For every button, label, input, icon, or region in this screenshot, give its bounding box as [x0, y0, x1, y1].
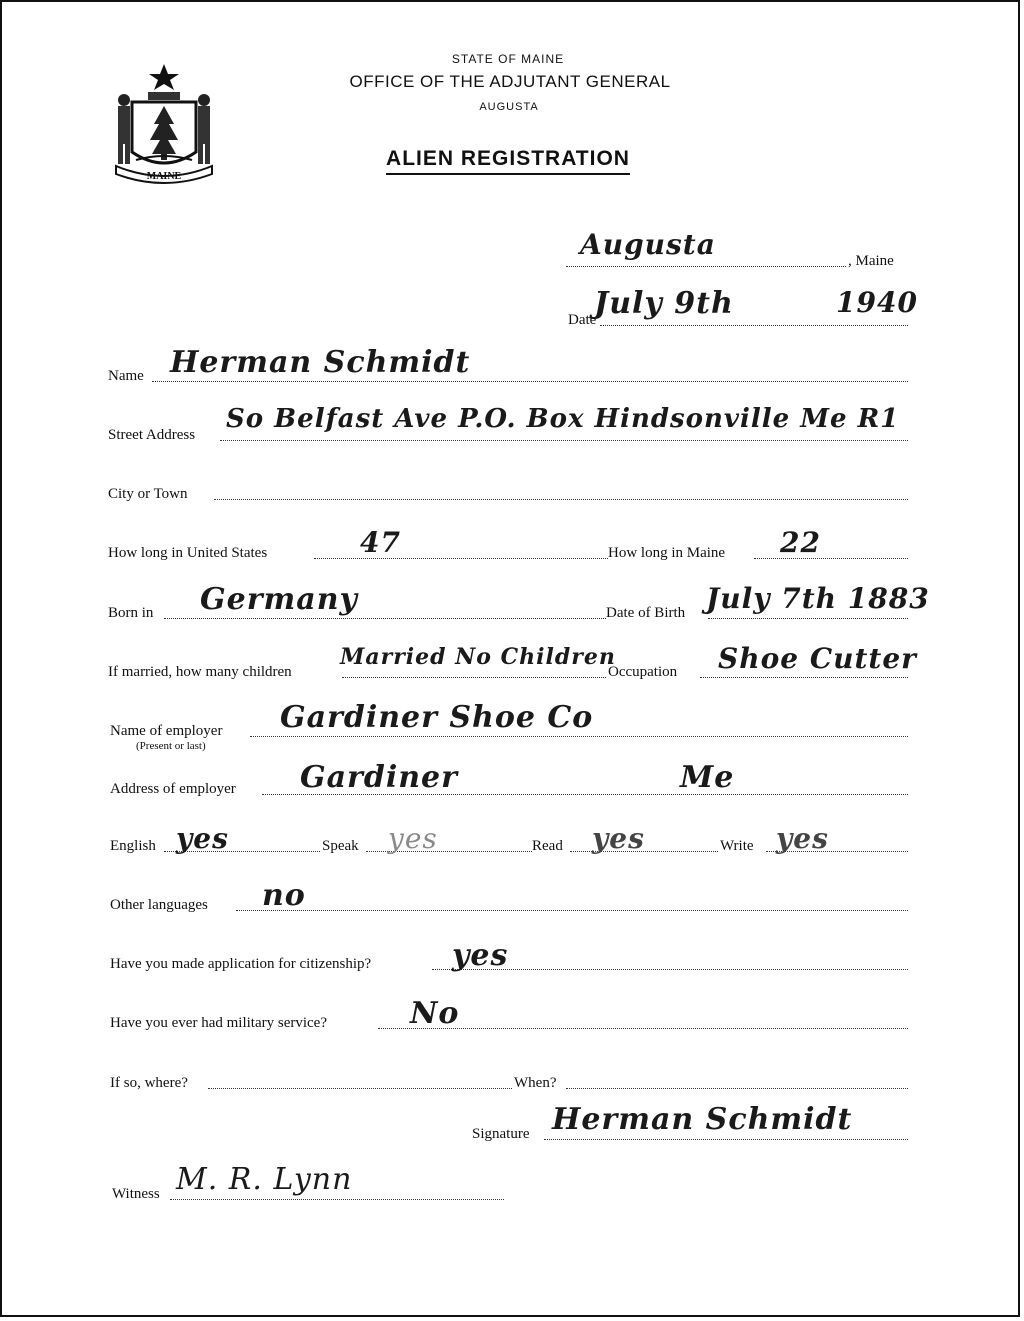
- employer-line: [250, 736, 908, 737]
- witness-line: [170, 1199, 504, 1200]
- military-label: Have you ever had military service?: [110, 1015, 327, 1031]
- us-label: How long in United States: [108, 545, 268, 561]
- employer-value: Gardiner Shoe Co: [280, 700, 594, 735]
- read-label: Read: [532, 838, 563, 854]
- svg-text:MAINE: MAINE: [146, 171, 182, 182]
- read-value: yes: [592, 822, 645, 855]
- witness-value: M. R. Lynn: [176, 1162, 353, 1197]
- dob-value: July 7th 1883: [706, 582, 930, 615]
- name-line: [152, 381, 908, 382]
- header-office: OFFICE OF THE ADJUTANT GENERAL: [349, 72, 671, 91]
- witness-label: Witness: [112, 1186, 160, 1202]
- employer-state-value: Me: [680, 760, 735, 795]
- when-line: [566, 1088, 908, 1089]
- married-line: [342, 677, 606, 678]
- citizenship-label: Have you made application for citizenship?: [110, 956, 372, 972]
- when-label: When?: [514, 1075, 557, 1091]
- state-seal: [112, 62, 216, 186]
- born-line: [164, 618, 606, 619]
- where-label: If so, where?: [110, 1075, 188, 1091]
- speak-value: yes: [388, 822, 438, 855]
- year-value: 1940: [836, 286, 918, 319]
- born-label: Born in: [108, 605, 154, 621]
- place-value: Augusta: [580, 228, 716, 261]
- dob-line: [708, 618, 908, 619]
- maine-length-value: 22: [780, 526, 821, 559]
- street-value: So Belfast Ave P.O. Box Hindsonville Me R1: [226, 404, 900, 434]
- date-line: [600, 325, 908, 326]
- occupation-line: [700, 677, 908, 678]
- other-languages-label: Other languages: [110, 897, 208, 913]
- occupation-label: Occupation: [608, 664, 678, 680]
- write-label: Write: [720, 838, 754, 854]
- signature-value: Herman Schmidt: [552, 1102, 853, 1137]
- employer-address-label: Address of employer: [110, 781, 236, 797]
- married-value: Married No Children: [340, 644, 616, 670]
- other-languages-value: no: [262, 878, 306, 913]
- speak-label: Speak: [322, 838, 359, 854]
- born-value: Germany: [200, 582, 358, 617]
- maine-length-line: [754, 558, 908, 559]
- header-state: STATE OF MAINE: [451, 52, 565, 66]
- header-city: AUGUSTA: [479, 101, 539, 113]
- married-label: If married, how many children: [108, 664, 292, 680]
- city-line: [214, 499, 908, 500]
- english-label: English: [110, 838, 156, 854]
- city-label: City or Town: [108, 486, 188, 502]
- form-title: ALIEN REGISTRATION: [386, 147, 630, 175]
- us-value: 47: [360, 526, 401, 559]
- citizenship-value: yes: [452, 938, 509, 973]
- date-label: Date: [568, 312, 597, 328]
- street-label: Street Address: [108, 427, 196, 443]
- signature-label: Signature: [472, 1126, 530, 1142]
- employer-sublabel: (Present or last): [136, 740, 206, 752]
- employer-label: Name of employer: [110, 723, 223, 739]
- name-label: Name: [108, 368, 144, 384]
- other-languages-line: [236, 910, 908, 911]
- occupation-value: Shoe Cutter: [718, 642, 917, 675]
- maine-label: , Maine: [848, 253, 894, 269]
- name-value: Herman Schmidt: [170, 345, 471, 380]
- write-value: yes: [776, 822, 829, 855]
- military-value: No: [410, 996, 460, 1031]
- street-line: [220, 440, 908, 441]
- where-line: [208, 1088, 512, 1089]
- employer-address-value: Gardiner: [300, 760, 458, 795]
- place-line: [566, 266, 846, 267]
- maine-length-label: How long in Maine: [608, 545, 726, 561]
- signature-line: [544, 1139, 908, 1140]
- date-value: July 9th: [594, 286, 734, 321]
- dob-label: Date of Birth: [606, 605, 686, 621]
- us-line: [314, 558, 608, 559]
- english-value: yes: [176, 822, 229, 855]
